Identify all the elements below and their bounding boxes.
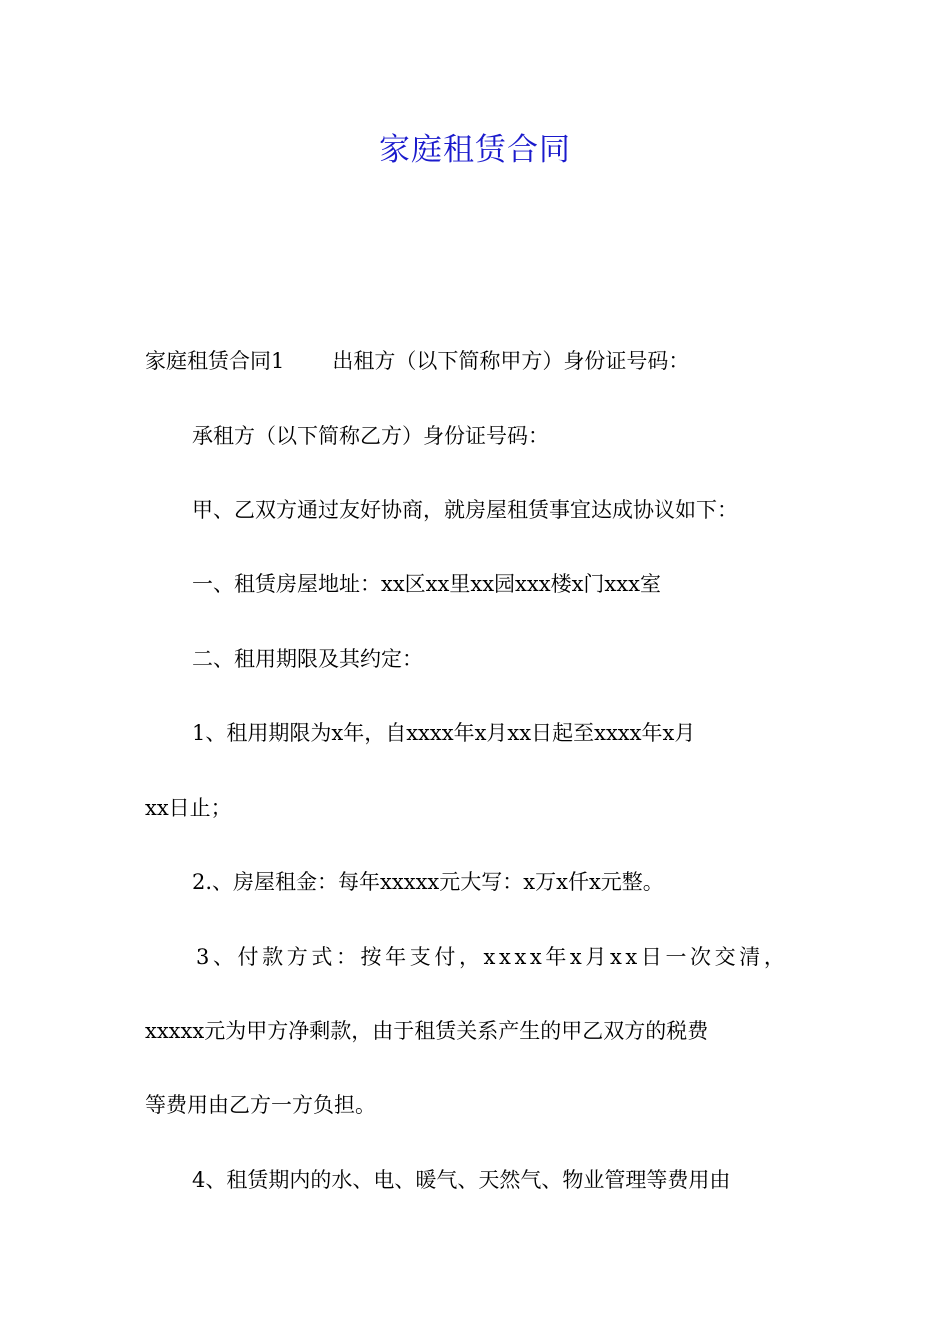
paragraph-line-1 [145,346,689,376]
clause-2-3-payment-end: 等费用由乙方一方负担。 [145,1093,376,1117]
clause-1-address: 一、租赁房屋地址：xx区xx里xx园xxx楼x门xxx室 [192,572,661,596]
clause-2-1-term-cont: xx日止； [145,796,232,820]
agreement-intro-line: 甲、乙双方通过友好协商，就房屋租赁事宜达成协议如下： [192,498,738,522]
lessor-id-line: 出租方（以下简称甲方）身份证号码： [332,349,690,373]
clause-2-4-utilities: 4、租赁期内的水、电、暖气、天然气、物业管理等费用由 [192,1168,731,1192]
contract-heading: 家庭租赁合同1 [145,349,285,373]
document-title: 家庭租赁合同 [379,132,571,168]
clause-2-1-term: 1、租用期限为x年，自xxxx年x月xx日起至xxxx年x月 [192,721,696,745]
clause-2-2-rent: 2.、房屋租金：每年xxxxx元大写：x万x仟x元整。 [192,870,664,894]
clause-2-3-payment-cont: xxxxx元为甲方净剩款，由于租赁关系产生的甲乙双方的税费 [145,1019,709,1043]
clause-2-3-payment [196,942,828,972]
clause-2-3-payment-text: 3、付款方式：按年支付，xxxx年x月xx日一次交清， [196,945,789,969]
clause-2-heading: 二、租用期限及其约定： [192,647,423,671]
lessee-id-line: 承租方（以下简称乙方）身份证号码： [192,424,549,448]
